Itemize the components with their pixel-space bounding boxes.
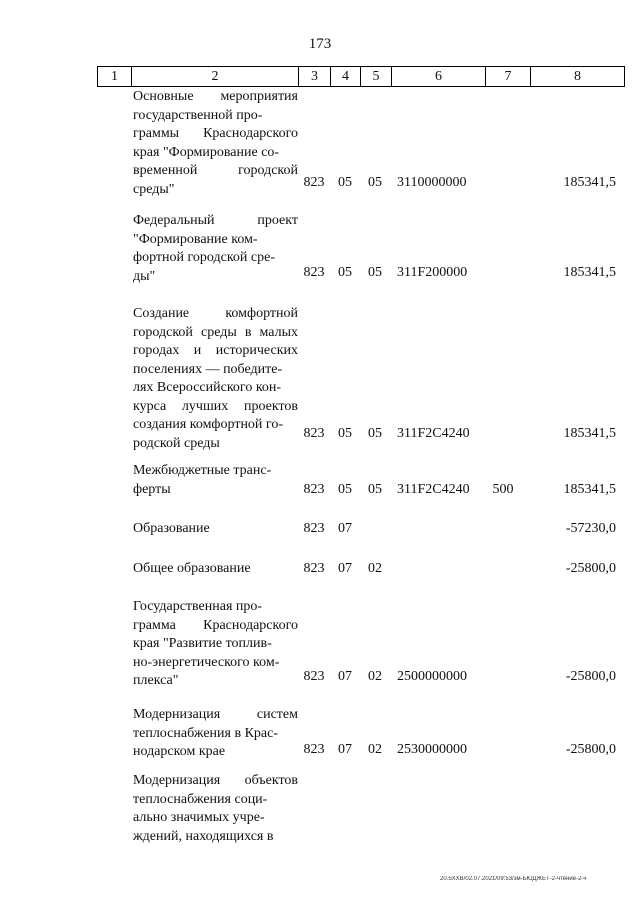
row-col-4: 07	[338, 561, 352, 576]
column-header-8: 8	[531, 67, 625, 87]
row-col-8: 185341,5	[563, 482, 616, 497]
column-header-7: 7	[486, 67, 531, 87]
row-description: Создание комфортной городской среды в малых городах и исторических поселениях — победите- лях Всероссийского кон- курса лучших проектов создания комфортной го- родской среды	[133, 306, 298, 451]
row-col-3: 823	[303, 482, 325, 497]
row-col-8: -25800,0	[565, 742, 616, 757]
row-col-3: 823	[303, 561, 325, 576]
row-col-8: 185341,5	[563, 175, 616, 190]
row-col-4: 05	[338, 482, 352, 497]
row-col-4: 07	[338, 742, 352, 757]
row-col-5: 05	[368, 265, 382, 280]
row-col-3: 823	[303, 426, 325, 441]
row-col-3: 823	[303, 742, 325, 757]
row-description: Общее образование	[133, 561, 251, 576]
row-col-5: 05	[368, 426, 382, 441]
row-col-5: 02	[368, 669, 382, 684]
row-col-8: 185341,5	[563, 426, 616, 441]
row-description: Модернизация систем теплоснабжения в Крас- нодарском крае	[133, 707, 298, 759]
row-col-6: 3110000000	[397, 175, 467, 190]
row-description: Государственная про- грамма Краснодарского края "Развитие топлив- но-энергетического ком- плекса"	[133, 599, 298, 688]
row-col-6: 2530000000	[397, 742, 467, 757]
row-col-4: 07	[338, 521, 352, 536]
row-description: Основные мероприятия государственной про- граммы Краснодарского края "Формирование со- временной городской среды"	[133, 89, 298, 197]
row-col-4: 07	[338, 669, 352, 684]
row-col-8: -57230,0	[565, 521, 616, 536]
row-col-5: 05	[368, 175, 382, 190]
row-col-3: 823	[303, 265, 325, 280]
row-description: Межбюджетные транс- ферты	[133, 463, 272, 497]
row-col-3: 823	[303, 521, 325, 536]
row-col-3: 823	[303, 175, 325, 190]
column-header-table	[97, 66, 625, 87]
column-header-5: 5	[361, 67, 392, 87]
column-header-6: 6	[392, 67, 486, 87]
column-header-2: 2	[132, 67, 299, 87]
document-footer-code: 20.5ХХВ/02.07.2021/09:53/зм-БЮДЖЕТ-2-чтение-2-ч	[440, 876, 587, 882]
row-col-5: 02	[368, 742, 382, 757]
row-col-6: 311F2C4240	[397, 426, 470, 441]
row-col-8: 185341,5	[563, 265, 616, 280]
page-number: 173	[308, 36, 332, 52]
row-col-8: -25800,0	[565, 561, 616, 576]
column-header-4: 4	[331, 67, 361, 87]
row-col-5: 05	[368, 482, 382, 497]
column-header-row	[98, 67, 625, 87]
row-col-6: 2500000000	[397, 669, 467, 684]
row-description: Федеральный проект "Формирование ком- фортной городской сре- ды"	[133, 213, 298, 284]
row-description: Образование	[133, 521, 210, 536]
row-col-5: 02	[368, 561, 382, 576]
row-col-3: 823	[303, 669, 325, 684]
row-col-4: 05	[338, 175, 352, 190]
row-description: Модернизация объектов теплоснабжения соци- ально значимых учре- ждений, находящихся в	[133, 773, 298, 844]
row-col-8: -25800,0	[565, 669, 616, 684]
row-col-6: 311F200000	[397, 265, 468, 280]
row-col-4: 05	[338, 426, 352, 441]
row-col-6: 311F2C4240	[397, 482, 470, 497]
column-header-3: 3	[299, 67, 331, 87]
row-col-7: 500	[492, 482, 514, 497]
column-header-1: 1	[98, 67, 132, 87]
row-col-4: 05	[338, 265, 352, 280]
